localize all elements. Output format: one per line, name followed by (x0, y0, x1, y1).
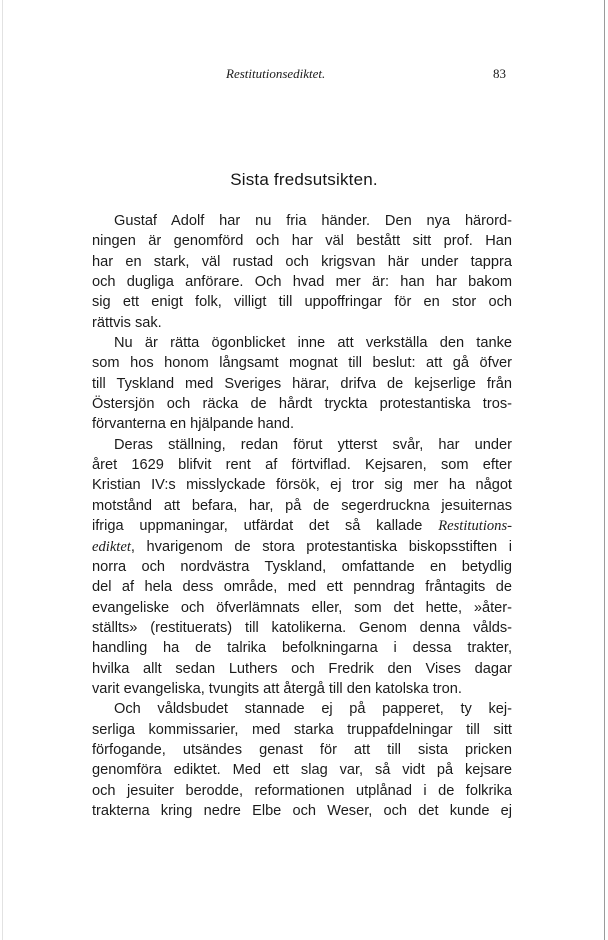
text-line: Kristian IV:s misslyckade försök, ej tror sig mer ha något (92, 477, 512, 494)
text-line: Och våldsbudet stannade ej på papperet, ty kej- (114, 701, 512, 718)
emphasis-term: ediktet (92, 538, 131, 555)
paragraph-4 (92, 699, 512, 821)
running-header (0, 66, 608, 86)
text-line: ställts» (restituerats) till katolikerna. Genom denna vålds- (92, 619, 512, 636)
text-line: förvanterna en hjälpande hand. (92, 416, 295, 433)
text-segment: , hvarigenom de stora protestantiska biskopsstiften i (130, 538, 512, 555)
text-line: ningen är genomförd och har väl bestått sitt prof. Han (92, 233, 512, 250)
text-line: och dugliga anförare. Och hvad mer är: han har bakom (92, 274, 512, 291)
text-line: evangeliske och öfverlämnats eller, som det hette, »åter- (92, 599, 512, 616)
text-line: norra och nordvästra Tyskland, omfattande en betydlig (92, 558, 512, 575)
emphasis-term: Restitutions- (438, 518, 513, 535)
paragraph-2 (92, 333, 512, 435)
page-number: 83 (493, 66, 506, 81)
text-line: förfogande, utsändes genast för att till sista pricken (92, 741, 512, 758)
text-line: varit evangeliska, tvungits att återgå till den katolska tron. (92, 680, 462, 697)
page-edge-left (2, 0, 3, 940)
text-line: genomföra ediktet. Med ett slag var, så vidt på kejsare (92, 762, 512, 779)
running-title: Restitutionsediktet. (226, 66, 326, 81)
text-line: serliga kommissarier, med starka truppafdelningar till sitt (92, 721, 512, 738)
text-line: motstånd att befara, har, på de segerdruckna jesuiternas (92, 497, 512, 514)
text-line: hvilka allt sedan Luthers och Fredrik den Vises dagar (92, 660, 512, 677)
text-line: och jesuiter berodde, reformationen utplånad i de folkrika (92, 782, 512, 799)
text-segment: ifriga uppmaningar, utfärdat det så kallade (92, 518, 423, 535)
body-text (92, 211, 512, 821)
text-line: del af hela dess område, med ett penndrag fråntagits de (92, 579, 512, 596)
text-line: trakterna kring nedre Elbe och Weser, och det kunde ej (92, 802, 512, 819)
text-line: Gustaf Adolf har nu fria händer. Den nya härord- (114, 213, 512, 229)
text-line: året 1629 blifvit rent af förtviflad. Kejsaren, som efter (92, 457, 512, 474)
text-line: Nu är rätta ögonblicket inne att verkställa den tanke (114, 335, 512, 352)
page-edge-right (604, 0, 605, 940)
text-line: till Tyskland med Sveriges härar, drifva de kejserlige från (92, 375, 512, 392)
paragraph-1 (92, 211, 512, 333)
text-line-with-emphasis (92, 537, 512, 557)
text-line: som hos honom långsamt mognat till beslut: att gå öfver (92, 355, 512, 372)
text-line: handling ha de talrika befolkningarna i dessa trakter, (92, 640, 512, 657)
text-line: Deras ställning, redan förut ytterst svår, har under (114, 436, 512, 453)
text-line: har en stark, väl rustad och krigsvan här under tappra (92, 253, 512, 270)
text-line: rättvis sak. (92, 314, 162, 331)
paragraph-3 (92, 435, 512, 699)
chapter-title: Sista fredsutsikten. (230, 170, 378, 189)
text-line-with-emphasis (92, 516, 512, 536)
text-line: sig ett enigt folk, villigt till uppoffringar för en stor och (92, 294, 512, 311)
text-line: Östersjön och räcka de hårdt tryckta protestantiska tros- (92, 396, 512, 413)
